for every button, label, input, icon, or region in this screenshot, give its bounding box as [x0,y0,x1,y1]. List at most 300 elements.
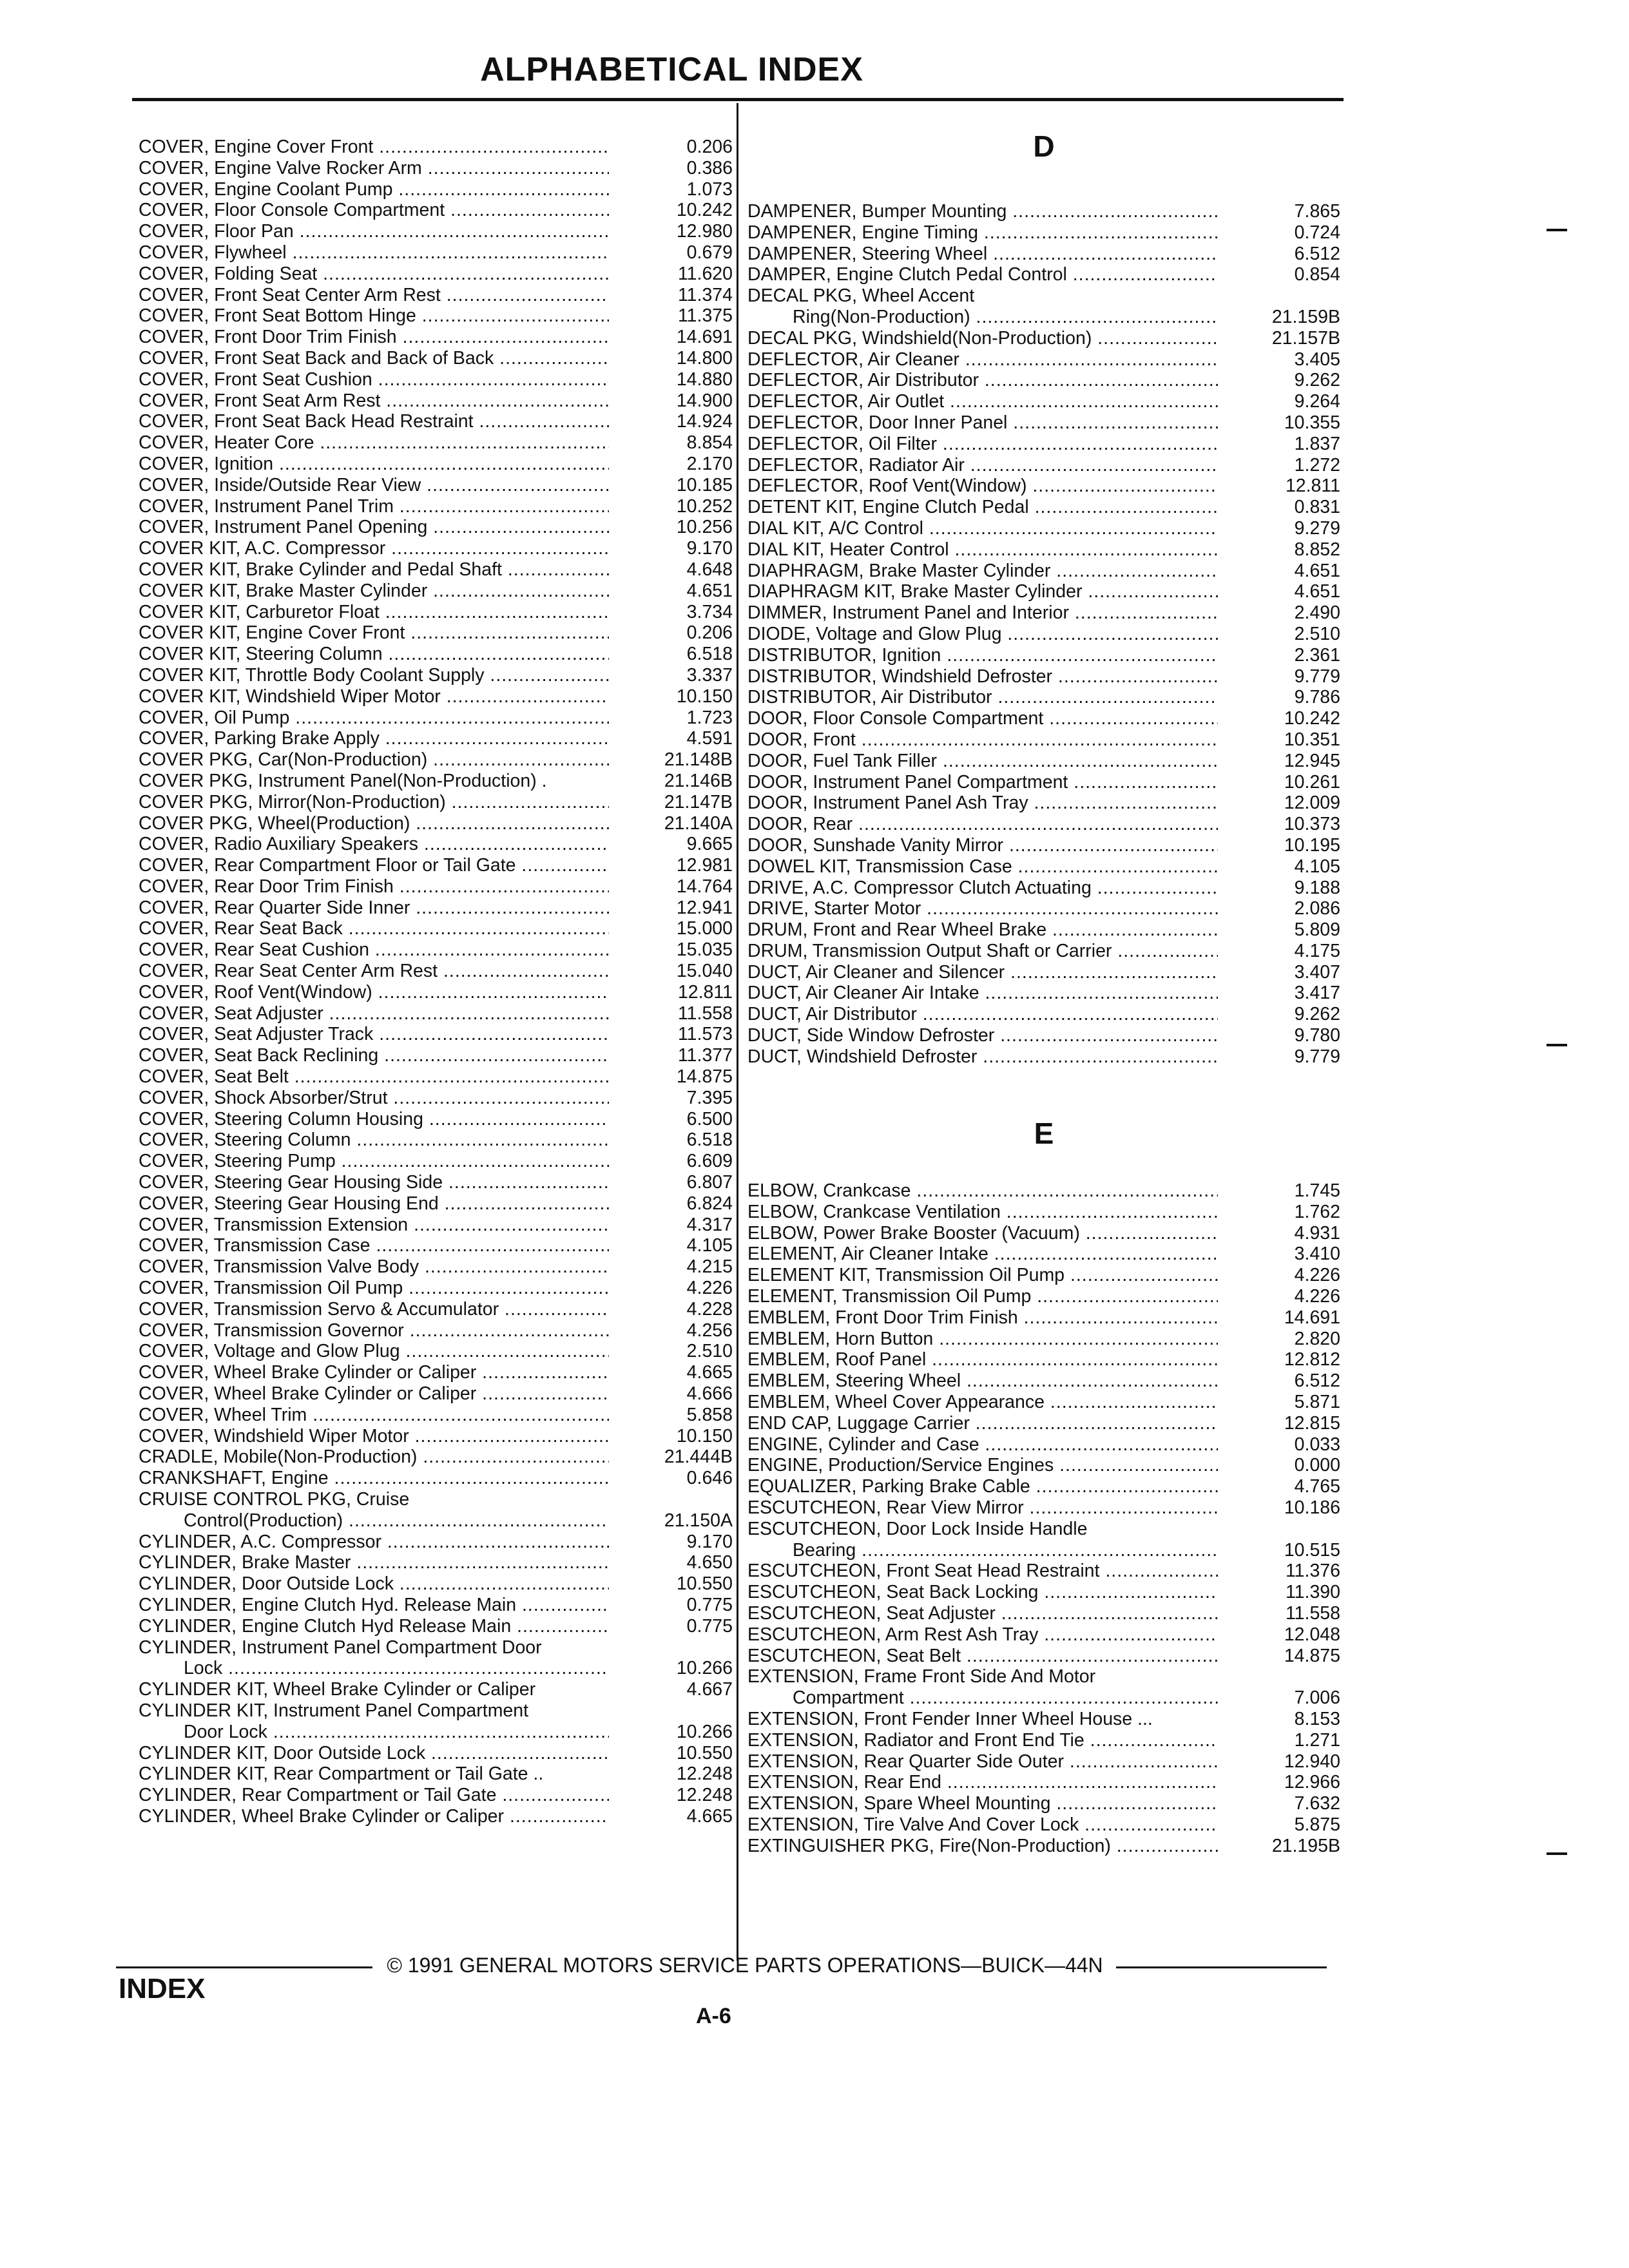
index-entry [139,221,731,242]
index-entry [747,856,1340,878]
entry-reference-number: 1.837 [1294,433,1340,454]
entry-text: COVER, Transmission Servo & Accumulator ..... [139,1299,609,1320]
index-entry [747,370,1340,391]
entry-reference-number: 8.852 [1294,539,1340,560]
entry-reference-number: 12.966 [1284,1772,1340,1793]
entry-text: CYLINDER KIT, Wheel Brake Cylinder or Caliper [139,1679,536,1700]
index-entry [139,1489,731,1510]
entry-text: CYLINDER KIT, Door Outside Lock ..... [139,1743,609,1764]
column-divider [737,103,738,1961]
entry-reference-number: 6.500 [686,1108,733,1129]
margin-tick-mark [1547,229,1567,231]
index-entry [747,1025,1340,1046]
entry-reference-number: 21.444B [664,1446,733,1468]
entry-reference-number: 4.648 [686,559,733,580]
footer-section-label: INDEX [119,1973,206,2004]
entry-text: DECAL PKG, Wheel Accent [747,285,975,307]
index-entry [139,496,731,517]
entry-reference-number: 2.170 [686,453,733,474]
entry-text: ESCUTCHEON, Seat Adjuster ..... [747,1603,1218,1624]
entry-reference-number: 10.150 [676,1425,733,1446]
index-entry [139,158,731,179]
entry-reference-number: 6.807 [686,1172,733,1193]
entry-text: DEFLECTOR, Air Distributor ..... [747,370,1218,391]
entry-reference-number: 21.140A [664,812,733,834]
index-entry [139,200,731,221]
entry-reference-number: 4.650 [686,1552,733,1573]
entry-text: COVER, Rear Seat Back ..... [139,918,609,939]
entry-text: CYLINDER, Engine Clutch Hyd Release Main ..... [139,1616,609,1637]
entry-reference-number: 0.775 [686,1594,733,1615]
entry-text: COVER, Flywheel ..... [139,242,609,264]
entry-reference-number: 4.666 [686,1383,733,1405]
index-entry [747,835,1340,856]
entry-text: EXTENSION, Radiator and Front End Tie ..... [747,1730,1218,1751]
left-column [139,137,731,1827]
entry-text: EQUALIZER, Parking Brake Cable ..... [747,1476,1218,1497]
index-entry [139,369,731,390]
index-entry [747,898,1340,919]
index-entry [747,1202,1340,1223]
entry-text: DEFLECTOR, Roof Vent(Window) ..... [747,476,1218,497]
entry-text: DUCT, Air Cleaner Air Intake ..... [747,983,1218,1004]
index-entry [139,792,731,813]
entry-text: ENGINE, Cylinder and Case ..... [747,1434,1218,1456]
entry-text: COVER, Roof Vent(Window) ..... [139,982,609,1003]
index-entry [139,454,731,475]
entry-text: DOOR, Rear ..... [747,814,1218,835]
index-entry [747,962,1340,983]
entry-reference-number: 10.185 [676,474,733,495]
entry-text: EXTENSION, Rear Quarter Side Outer ..... [747,1751,1218,1773]
entry-text: COVER, Voltage and Glow Plug ..... [139,1341,609,1362]
entry-text: COVER, Rear Seat Center Arm Rest ..... [139,961,609,982]
entry-reference-number: 0.206 [686,137,733,157]
entry-reference-number: 1.745 [1294,1180,1340,1201]
entry-reference-number: 11.376 [1285,1561,1340,1582]
entry-reference-number: 4.228 [686,1298,733,1320]
index-entry [139,1785,731,1806]
entry-text: EMBLEM, Front Door Trim Finish ..... [747,1307,1218,1329]
entry-reference-number: 10.252 [676,495,733,517]
entry-text: COVER KIT, Windshield Wiper Motor ..... [139,686,609,707]
entry-text: DIAPHRAGM KIT, Brake Master Cylinder ..... [747,581,1218,602]
index-entry [747,1624,1340,1646]
index-entry [139,348,731,369]
index-entry [747,772,1340,793]
index-entry [139,1193,731,1215]
index-entry [139,1743,731,1764]
entry-text: DOOR, Fuel Tank Filler ..... [747,751,1218,772]
entry-reference-number: 10.195 [1284,834,1340,856]
index-entry [747,1046,1340,1068]
entry-text: COVER, Wheel Brake Cylinder or Caliper ..... [139,1362,609,1383]
index-entry [139,1468,731,1489]
index-entry [747,814,1340,835]
page-number: A-6 [696,2004,731,2028]
index-entry [139,749,731,771]
index-entry [747,581,1340,602]
entry-text: DOOR, Floor Console Compartment ..... [747,708,1218,729]
index-entry [139,264,731,285]
entry-text: ESCUTCHEON, Door Lock Inside Handle [747,1518,1088,1539]
entry-reference-number: 5.871 [1294,1391,1340,1412]
page-title: ALPHABETICAL INDEX [480,51,863,88]
entry-reference-number: 4.931 [1294,1222,1340,1244]
index-entry [747,1434,1340,1456]
index-entry [139,1763,731,1785]
index-entry [139,305,731,327]
entry-text: DOOR, Instrument Panel Compartment ..... [747,772,1218,793]
index-entry [747,645,1340,666]
entry-reference-number: 10.373 [1284,814,1340,835]
entry-reference-number: 15.000 [676,918,733,939]
entry-reference-number: 12.048 [1284,1624,1340,1645]
entry-text: COVER, Steering Column Housing ..... [139,1109,609,1130]
index-entry [139,939,731,961]
entry-text: DUCT, Windshield Defroster ..... [747,1046,1218,1068]
entry-reference-number: 3.405 [1294,349,1340,370]
entry-text: COVER, Transmission Oil Pump ..... [139,1278,609,1299]
index-entry [139,390,731,412]
entry-text: EMBLEM, Horn Button ..... [747,1329,1218,1350]
entry-reference-number: 21.148B [664,749,733,771]
index-entry [747,919,1340,941]
entry-reference-number: 0.831 [1294,497,1340,518]
entry-reference-number: 6.824 [686,1193,733,1214]
entry-reference-number: 7.006 [1294,1687,1340,1709]
entry-text: COVER KIT, Brake Cylinder and Pedal Shaft ..... [139,559,609,581]
entry-text: COVER KIT, Throttle Body Coolant Supply ..... [139,665,609,686]
entry-text: COVER, Front Seat Back Head Restraint ..... [139,411,609,432]
index-entry [747,878,1340,899]
entry-text: COVER, Steering Gear Housing Side ..... [139,1172,609,1193]
entry-reference-number: 9.780 [1294,1025,1340,1046]
index-entry [747,983,1340,1004]
index-entry [139,686,731,707]
entry-text: DISTRIBUTOR, Windshield Defroster ..... [747,666,1218,687]
index-entry [747,1180,1340,1202]
entry-text: COVER, Front Door Trim Finish ..... [139,327,609,348]
entry-reference-number: 11.620 [677,263,733,284]
entry-reference-number: 2.510 [1294,623,1340,644]
index-entry [747,307,1340,328]
index-entry [139,1024,731,1045]
entry-reference-number: 14.691 [1284,1307,1340,1328]
entry-reference-number: 12.248 [676,1763,733,1785]
entry-text: Ring(Non-Production) ..... [747,307,1218,328]
entry-text: CYLINDER, Door Outside Lock ..... [139,1573,609,1595]
index-entry [139,728,731,749]
entry-reference-number: 4.256 [686,1320,733,1341]
entry-text: COVER, Steering Pump ..... [139,1151,609,1172]
entry-text: COVER, Seat Back Reclining ..... [139,1045,609,1066]
entry-text: COVER, Steering Column ..... [139,1129,609,1151]
entry-reference-number: 0.033 [1294,1434,1340,1455]
index-entry [747,476,1340,497]
entry-reference-number: 12.945 [1284,750,1340,771]
index-entry [139,834,731,855]
entry-text: COVER, Rear Seat Cushion ..... [139,939,609,961]
section-e-list [747,1180,1340,1857]
entry-reference-number: 12.981 [676,855,733,876]
index-entry [139,1722,731,1743]
entry-text: DEFLECTOR, Radiator Air ..... [747,455,1218,476]
entry-reference-number: 4.105 [686,1235,733,1256]
index-entry [139,517,731,538]
entry-reference-number: 12.980 [676,221,733,242]
index-entry [747,1329,1340,1350]
index-entry [747,1413,1340,1434]
entry-reference-number: 14.800 [676,347,733,369]
entry-text: ESCUTCHEON, Rear View Mirror ..... [747,1497,1218,1519]
entry-text: COVER, Transmission Governor ..... [139,1320,609,1341]
index-entry [747,1455,1340,1476]
entry-reference-number: 14.691 [676,327,733,348]
entry-text: COVER, Wheel Brake Cylinder or Caliper ..... [139,1383,609,1405]
entry-text: CYLINDER KIT, Rear Compartment or Tail Gate .. [139,1763,544,1785]
entry-reference-number: 12.815 [1284,1412,1340,1434]
entry-reference-number: 3.734 [686,601,733,622]
index-entry [747,1244,1340,1265]
entry-reference-number: 9.779 [1294,1046,1340,1067]
entry-text: COVER, Front Seat Cushion ..... [139,369,609,390]
index-entry [747,687,1340,708]
entry-reference-number: 12.811 [677,981,733,1003]
entry-text: COVER, Steering Gear Housing End ..... [139,1193,609,1215]
index-entry [747,1603,1340,1624]
entry-text: DOOR, Sunshade Vanity Mirror ..... [747,835,1218,856]
entry-text: ELBOW, Power Brake Booster (Vacuum) ..... [747,1223,1218,1244]
entry-reference-number: 11.558 [677,1003,733,1024]
entry-reference-number: 2.820 [1294,1328,1340,1349]
entry-reference-number: 14.875 [1284,1645,1340,1666]
entry-text: DAMPENER, Steering Wheel ..... [747,244,1218,265]
entry-reference-number: 9.262 [1294,1004,1340,1025]
entry-text: COVER, Transmission Extension ..... [139,1215,609,1236]
index-entry [747,1793,1340,1814]
entry-text: COVER, Floor Console Compartment ..... [139,200,609,221]
entry-text: COVER, Floor Pan ..... [139,221,609,242]
entry-reference-number: 4.665 [686,1805,733,1827]
index-entry [139,1658,731,1679]
index-entry [747,455,1340,476]
index-entry [139,1256,731,1278]
entry-reference-number: 21.159B [1271,306,1340,327]
entry-text: COVER, Engine Valve Rocker Arm ..... [139,158,609,179]
entry-reference-number: 5.809 [1294,919,1340,941]
index-entry [139,1426,731,1447]
entry-text: COVER KIT, A.C. Compressor ..... [139,538,609,559]
index-entry [747,1709,1340,1730]
entry-reference-number: 7.395 [686,1087,733,1108]
entry-text: EXTENSION, Spare Wheel Mounting ..... [747,1793,1218,1814]
entry-text: ELEMENT, Air Cleaner Intake ..... [747,1244,1218,1265]
index-entry [747,561,1340,582]
entry-text: Lock ..... [139,1658,609,1679]
index-entry [747,1646,1340,1667]
index-entry [747,328,1340,349]
entry-reference-number: 4.317 [686,1214,733,1235]
entry-reference-number: 10.266 [676,1721,733,1742]
entry-reference-number: 1.073 [686,178,733,200]
entry-text: ENGINE, Production/Service Engines ..... [747,1455,1218,1476]
entry-text: DEFLECTOR, Door Inner Panel ..... [747,412,1218,434]
entry-reference-number: 12.812 [1284,1349,1340,1370]
entry-reference-number: 10.256 [676,517,733,538]
index-entry [139,1362,731,1383]
entry-text: ESCUTCHEON, Seat Back Locking ..... [747,1582,1218,1603]
entry-text: COVER PKG, Instrument Panel(Non-Production) . [139,770,547,791]
entry-reference-number: 21.146B [664,770,733,791]
index-entry [747,708,1340,729]
entry-text: DETENT KIT, Engine Clutch Pedal ..... [747,497,1218,518]
index-entry [747,497,1340,518]
entry-text: CYLINDER, Rear Compartment or Tail Gate ..... [139,1785,609,1806]
index-entry [139,559,731,581]
index-entry [747,412,1340,434]
entry-text: DIODE, Voltage and Glow Plug ..... [747,624,1218,645]
entry-text: CRUISE CONTROL PKG, Cruise [139,1489,410,1510]
entry-text: DUCT, Air Cleaner and Silencer ..... [747,962,1218,983]
entry-text: COVER, Transmission Case ..... [139,1235,609,1256]
entry-text: COVER, Shock Absorber/Strut ..... [139,1088,609,1109]
index-entry [139,1637,731,1658]
entry-text: DIAL KIT, Heater Control ..... [747,539,1218,561]
entry-reference-number: 5.858 [686,1404,733,1425]
entry-reference-number: 4.665 [686,1362,733,1383]
entry-text: DISTRIBUTOR, Ignition ..... [747,645,1218,666]
footer-rule-left [116,1966,372,1968]
entry-text: COVER, Rear Quarter Side Inner ..... [139,898,609,919]
entry-reference-number: 7.632 [1294,1793,1340,1814]
index-entry [747,349,1340,370]
index-entry [139,137,731,158]
entry-reference-number: 1.271 [1294,1729,1340,1751]
index-entry [747,941,1340,962]
entry-reference-number: 1.762 [1294,1201,1340,1222]
entry-text: COVER, Front Seat Arm Rest ..... [139,390,609,412]
index-entry [747,1772,1340,1793]
entry-reference-number: 0.386 [686,157,733,178]
entry-text: EXTENSION, Tire Valve And Cover Lock ..... [747,1814,1218,1836]
entry-text: Bearing ..... [747,1540,1218,1561]
index-entry [139,1172,731,1193]
entry-text: DEFLECTOR, Air Cleaner ..... [747,349,1218,370]
index-entry [139,771,731,792]
index-entry [139,1383,731,1405]
entry-reference-number: 4.226 [1294,1265,1340,1286]
entry-text: COVER, Seat Adjuster ..... [139,1003,609,1024]
section-letter-e: E [1034,1117,1054,1150]
entry-reference-number: 9.786 [1294,687,1340,708]
entry-text: DIAPHRAGM, Brake Master Cylinder ..... [747,561,1218,582]
entry-reference-number: 4.651 [1294,581,1340,602]
index-entry [139,1151,731,1172]
entry-reference-number: 11.377 [677,1045,733,1066]
entry-text: CYLINDER KIT, Instrument Panel Compartment [139,1700,529,1721]
entry-reference-number: 5.875 [1294,1814,1340,1835]
index-entry [747,751,1340,772]
index-entry [747,201,1340,222]
entry-text: CYLINDER, A.C. Compressor ..... [139,1532,609,1553]
entry-reference-number: 6.512 [1294,1370,1340,1392]
index-entry [747,1476,1340,1497]
index-entry [139,707,731,729]
entry-text: EMBLEM, Roof Panel ..... [747,1349,1218,1370]
entry-reference-number: 11.390 [1285,1582,1340,1603]
entry-text: EXTENSION, Front Fender Inner Wheel House ... [747,1708,1153,1729]
index-entry [747,624,1340,645]
entry-text: DISTRIBUTOR, Air Distributor ..... [747,687,1218,708]
entry-text: CYLINDER, Instrument Panel Compartment Door [139,1637,542,1658]
index-entry [747,666,1340,687]
entry-text: COVER, Ignition ..... [139,454,609,475]
index-entry [139,1679,731,1700]
entry-reference-number: 0.775 [686,1615,733,1637]
entry-reference-number: 6.512 [1294,243,1340,264]
entry-text: COVER, Radio Auxiliary Speakers ..... [139,834,609,855]
entry-text: DECAL PKG, Windshield(Non-Production) ..... [747,328,1218,349]
entry-reference-number: 2.086 [1294,898,1340,919]
entry-reference-number: 0.724 [1294,222,1340,243]
entry-text: DEFLECTOR, Oil Filter ..... [747,434,1218,455]
index-entry [747,264,1340,285]
entry-text: DUCT, Air Distributor ..... [747,1004,1218,1025]
index-entry [139,327,731,348]
entry-reference-number: 4.175 [1294,940,1340,961]
index-entry [139,1215,731,1236]
entry-reference-number: 10.242 [1284,708,1340,729]
entry-text: COVER KIT, Steering Column ..... [139,644,609,665]
entry-reference-number: 4.651 [1294,560,1340,581]
entry-text: DAMPENER, Bumper Mounting ..... [747,201,1218,222]
entry-reference-number: 10.355 [1284,412,1340,433]
entry-text: CRANKSHAFT, Engine ..... [139,1468,609,1489]
entry-reference-number: 4.215 [686,1256,733,1278]
entry-reference-number: 11.573 [677,1024,733,1045]
index-entry [139,179,731,200]
entry-text: Control(Production) ..... [139,1510,609,1532]
index-entry [747,1814,1340,1836]
entry-reference-number: 9.170 [686,538,733,559]
index-entry [139,982,731,1003]
entry-text: DOOR, Instrument Panel Ash Tray ..... [747,793,1218,814]
footer-copyright: © 1991 GENERAL MOTORS SERVICE PARTS OPERATIONS—BUICK—44N [387,1954,1103,1977]
index-entry [747,1004,1340,1025]
index-entry [747,1349,1340,1370]
index-entry [139,1045,731,1066]
entry-text: ELBOW, Crankcase ..... [747,1180,1218,1202]
index-entry [139,1532,731,1553]
entry-reference-number: 1.723 [686,707,733,728]
index-entry [747,1666,1340,1687]
entry-text: COVER, Rear Compartment Floor or Tail Gate ..... [139,855,609,876]
index-entry [139,242,731,264]
index-entry [747,729,1340,751]
entry-text: EMBLEM, Steering Wheel ..... [747,1370,1218,1392]
index-entry [747,1223,1340,1244]
entry-reference-number: 10.266 [676,1658,733,1679]
index-entry [747,793,1340,814]
index-entry [139,285,731,306]
entry-reference-number: 3.407 [1294,961,1340,983]
index-entry [139,1573,731,1595]
entry-text: DRIVE, Starter Motor ..... [747,898,1218,919]
entry-text: COVER KIT, Brake Master Cylinder ..... [139,581,609,602]
entry-reference-number: 9.264 [1294,391,1340,412]
entry-reference-number: 14.924 [676,411,733,432]
